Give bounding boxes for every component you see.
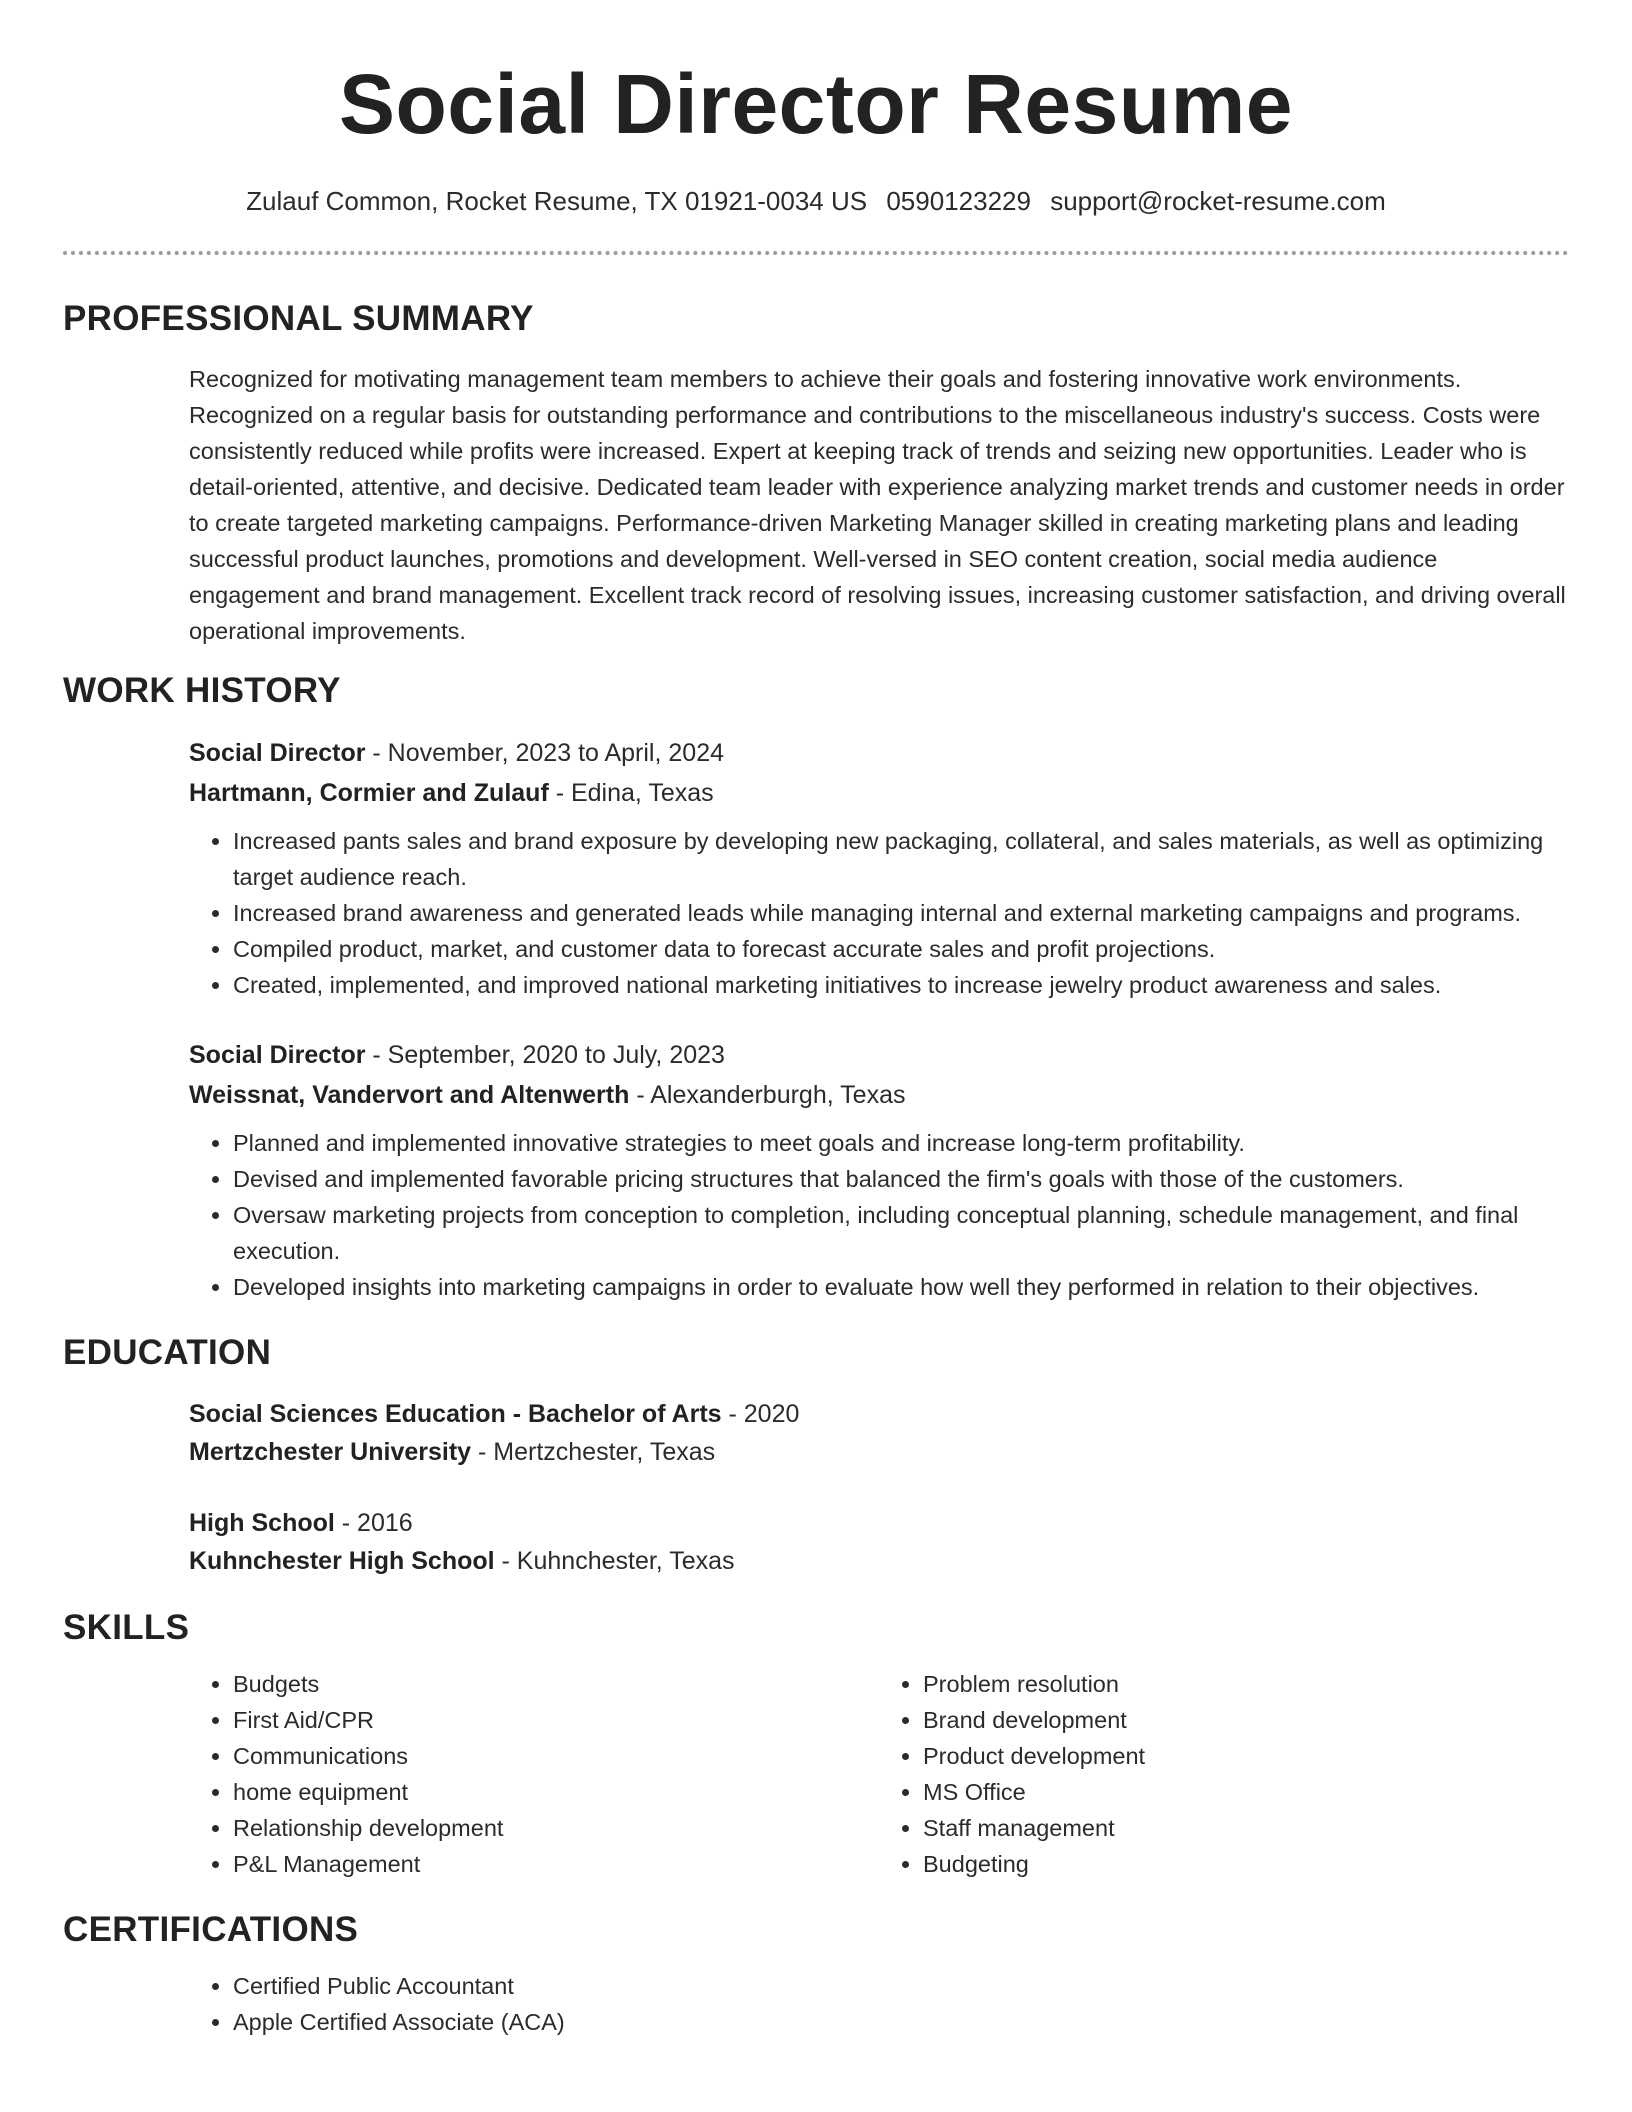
- work-history-section: [63, 671, 1569, 1305]
- education-heading: EDUCATION: [63, 1333, 272, 1373]
- education-location: - Kuhnchester, Texas: [494, 1547, 735, 1576]
- certification-item: • Certified Public Accountant: [233, 1968, 1569, 2004]
- summary-section: [63, 299, 1569, 649]
- skill-item: • Budgeting: [923, 1846, 1569, 1882]
- job-bullet: • Planned and implemented innovative strategies to meet goals and increase long-term profitability.: [233, 1125, 1569, 1161]
- contact-address: Zulauf Common, Rocket Resume, TX 01921-0034 US: [246, 186, 868, 217]
- education-location: - Mertzchester, Texas: [471, 1438, 716, 1467]
- summary-text: Recognized for motivating management team members to achieve their goals and fostering innovative work environments. Recognized on a regular basis for outstanding performance and contributions to the miscellaneous industry's success. Costs were consistently reduced while profits were increased. Expert at keeping track of trends and seizing new opportunities. Leader who is detail-oriented, attentive, and decisive. Dedicated team leader with experience analyzing market trends and customer needs in order to create targeted marketing campaigns. Performance-driven Marketing Manager skilled in creating marketing plans and leading successful product launches, promotions and development. Well-versed in SEO content creation, social media audience engagement and brand management. Excellent track record of resolving issues, increasing customer satisfaction, and driving overall operational improvements.: [189, 366, 1566, 645]
- job-bullets: [189, 1125, 1569, 1305]
- education-year: - 2020: [721, 1400, 800, 1429]
- job-dates: - September, 2020 to July, 2023: [365, 1041, 725, 1070]
- summary-heading: PROFESSIONAL SUMMARY: [63, 299, 534, 339]
- skill-item: • Brand development: [923, 1702, 1569, 1738]
- education-school: Mertzchester University: [189, 1438, 472, 1467]
- job-bullets: [189, 823, 1569, 1003]
- job-title-line: [189, 733, 1569, 773]
- skill-item: • home equipment: [233, 1774, 879, 1810]
- education-degree-line: [189, 1504, 1569, 1542]
- job-title: Social Director: [189, 1041, 366, 1070]
- job-entry: [189, 1035, 1569, 1305]
- skills-grid: [189, 1648, 1569, 1882]
- work-history-heading: WORK HISTORY: [63, 671, 341, 711]
- job-bullet: • Created, implemented, and improved national marketing initiatives to increase jewelry product awareness and sales.: [233, 967, 1569, 1003]
- job-company-line: [189, 773, 1569, 813]
- job-title-line: [189, 1035, 1569, 1075]
- education-degree: High School: [189, 1509, 335, 1538]
- skill-item: • First Aid/CPR: [233, 1702, 879, 1738]
- job-bullet: • Compiled product, market, and customer data to forecast accurate sales and profit projections.: [233, 931, 1569, 967]
- job-bullet: • Increased pants sales and brand exposure by developing new packaging, collateral, and sales materials, as well as optimizing target audience reach.: [233, 823, 1569, 895]
- job-bullet: • Oversaw marketing projects from conception to completion, including conceptual planning, schedule management, and final execution.: [233, 1197, 1569, 1269]
- education-school: Kuhnchester High School: [189, 1547, 495, 1576]
- job-location: - Edina, Texas: [548, 779, 714, 808]
- skill-item: • MS Office: [923, 1774, 1569, 1810]
- skill-item: • P&L Management: [233, 1846, 879, 1882]
- job-location: - Alexanderburgh, Texas: [629, 1081, 906, 1110]
- contact-email: support@rocket-resume.com: [1050, 186, 1386, 217]
- certifications-list: [189, 1968, 1569, 2040]
- skills-heading: SKILLS: [63, 1608, 190, 1648]
- job-dates: - November, 2023 to April, 2024: [365, 739, 724, 768]
- skill-item: • Budgets: [233, 1666, 879, 1702]
- job-company: Hartmann, Cormier and Zulauf: [189, 779, 549, 808]
- job-bullet: • Increased brand awareness and generated leads while managing internal and external marketing campaigns and programs.: [233, 895, 1569, 931]
- skill-item: • Staff management: [923, 1810, 1569, 1846]
- job-bullet: • Developed insights into marketing campaigns in order to evaluate how well they performed in relation to their objectives.: [233, 1269, 1569, 1305]
- education-school-line: [189, 1542, 1569, 1580]
- skills-section: [63, 1608, 1569, 1882]
- job-title: Social Director: [189, 739, 366, 768]
- education-section: [63, 1333, 1569, 1580]
- job-company: Weissnat, Vandervort and Altenwerth: [189, 1081, 630, 1110]
- skills-list-right: [879, 1666, 1569, 1882]
- education-year: - 2016: [334, 1509, 413, 1538]
- certifications-heading: CERTIFICATIONS: [63, 1910, 359, 1950]
- education-school-line: [189, 1433, 1569, 1471]
- skill-item: • Communications: [233, 1738, 879, 1774]
- job-entry: [189, 733, 1569, 1003]
- certification-item: • Apple Certified Associate (ACA): [233, 2004, 1569, 2040]
- skill-item: • Problem resolution: [923, 1666, 1569, 1702]
- skills-list-left: [189, 1666, 879, 1882]
- education-degree: Social Sciences Education - Bachelor of Arts: [189, 1400, 722, 1429]
- education-entry: [189, 1504, 1569, 1580]
- contact-info: [0, 186, 1632, 217]
- header-divider: [63, 251, 1569, 255]
- contact-phone: 0590123229: [886, 186, 1031, 217]
- skill-item: • Relationship development: [233, 1810, 879, 1846]
- page-title: Social Director Resume: [338, 57, 1294, 151]
- education-degree-line: [189, 1395, 1569, 1433]
- job-bullet: • Devised and implemented favorable pricing structures that balanced the firm's goals with those of the customers.: [233, 1161, 1569, 1197]
- education-entry: [189, 1395, 1569, 1471]
- certifications-section: [63, 1910, 1569, 2040]
- skill-item: • Product development: [923, 1738, 1569, 1774]
- job-company-line: [189, 1075, 1569, 1115]
